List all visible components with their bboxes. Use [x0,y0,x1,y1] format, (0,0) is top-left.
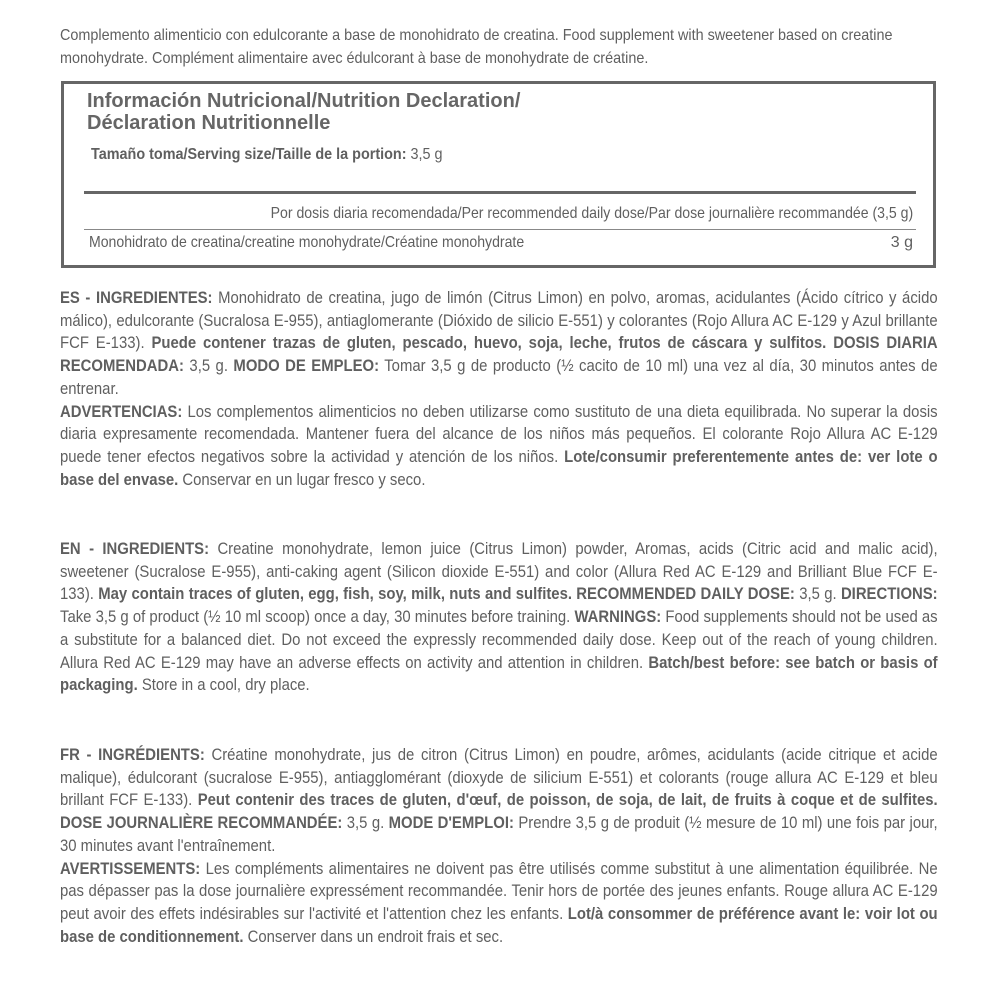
en-directions: Take 3,5 g of product (½ 10 ml scoop) once a day, 30 minutes before training. [60,607,575,627]
fr-warnings: Les compléments alimentaires ne doivent pas être utilisés comme substitut à une alimentation équilibrée. Ne pas dépasser pas la dose journalière expressément recommandée. Tenir hors de portée des jeunes enfants. Rouge allura AC E-129 peut avoir des effets indésirables sur l'activité et l'attention chez les enfants. [60,858,938,923]
serving-size-value: 3,5 g [406,146,443,163]
section-es [60,287,938,491]
nutrient-amount: 3 g [890,234,913,251]
es-batch: Lote/consumir preferentemente antes de: ver lote o base del envase. [60,446,938,489]
en-directions-heading: DIRECTIONS: [840,584,938,604]
divider-thin [84,229,916,230]
product-description: Complemento alimenticio con edulcorante a base de monohidrato de creatina. Food supplement with sweetener based on creatine monohydrate. Complément alimentaire avec édulcorant à base de monohydrate de créatine. [60,27,893,67]
es-use-heading: MODO DE EMPLEO: [233,356,380,376]
en-dose: 3,5 g. [794,584,841,604]
en-batch: Batch/best before: see batch or basis of packaging. [60,652,938,695]
fr-use-heading: MODE D'EMPLOI: [388,813,514,833]
fr-traces: Peut contenir des traces de gluten, d'œuf, de poisson, de soja, de lait, de fruits à coque et de sulfites. [197,790,938,810]
es-ingredients: Monohidrato de creatina, jugo de limón (Citrus Limon) en polvo, aromas, acidulantes (Ácido cítrico y ácido málico), edulcorante (Sucralosa E-955), antiaglomerante (Dióxido de silicio E-551) y colorantes (Rojo Allura AC E-129 y Azul brillante FCF E-133). [60,288,938,353]
es-use: Tomar 3,5 g de producto (½ cacito de 10 ml) una vez al día, 30 minutos antes de entrenar. [60,356,938,398]
es-ingredients-heading: ES - INGREDIENTES: [60,288,213,307]
en-storage: Store in a cool, dry place. [137,675,310,695]
fr-dose: 3,5 g. [342,813,389,833]
nutrition-title [87,90,520,134]
nutrient-name: Monohidrato de creatina/creatine monohydrate/Créatine monohydrate [89,234,525,251]
serving-size-label: Tamaño toma/Serving size/Taille de la portion: [91,146,407,163]
divider-thick [84,191,916,194]
en-ingredients: Creatine monohydrate, lemon juice (Citrus Limon) powder, Aromas, acids (Citric acid and malic acid), sweetener (Sucralose E-955), anti-caking agent (Silicon dioxide E-551) and color (Allura Red AC E-129 and Brilliant Blue FCF E-133). [60,539,938,604]
nutrition-title-line2: Déclaration Nutritionnelle [87,112,331,134]
es-warnings-heading: ADVERTENCIAS: [60,401,183,421]
fr-warnings-heading: AVERTISSEMENTS: [60,858,201,878]
section-fr [60,744,938,948]
fr-ingredients: Créatine monohydrate, jus de citron (Citrus Limon) en poudre, arômes, acidulants (acide citrique et acide malique), édulcorant (sucralose E-955), antiagglomérant (dioxyde de silicium E-551) et colorants (rouge allura AC E-129 et bleu brillant FCF E-133). [60,745,938,810]
es-storage: Conservar en un lugar fresco y seco. [178,469,426,489]
en-traces: May contain traces of gluten, egg, fish, soy, milk, nuts and sulfites. [98,584,572,604]
es-warnings: Los complementos alimenticios no deben utilizarse como sustituto de una dieta equilibrada. No superar la dosis diaria expresamente recomendada. Mantener fuera del alcance de los niños más pequeños. El colorante Rojo Allura AC E-129 puede tener efectos negativos sobre la actividad y atención de los niños. [60,401,938,466]
serving-size [91,146,443,164]
fr-storage: Conserver dans un endroit frais et sec. [243,926,504,946]
fr-batch: Lot/à consommer de préférence avant le: voir lot ou base de conditionnement. [60,903,938,946]
es-dose-heading: DOSIS DIARIA RECOMENDADA: [60,333,938,376]
en-warnings-heading: WARNINGS: [574,607,662,627]
nutrition-panel [61,81,936,268]
fr-ingredients-heading: FR - INGRÉDIENTS: [60,745,205,764]
fr-dose-heading: DOSE JOURNALIÈRE RECOMMANDÉE: [60,813,343,833]
en-ingredients-heading: EN - INGREDIENTS: [60,539,210,558]
fr-use: Prendre 3,5 g de produit (½ mesure de 10 ml) une fois par jour, 30 minutes avant l'entraînement. [60,813,938,855]
section-en [60,538,938,697]
nutrition-title-line1: Información Nutricional/Nutrition Declaration/ [87,90,521,112]
en-warnings: Food supplements should not be used as a substitute for a balanced diet. Do not exceed the expressly recommended daily dose. Keep out of the reach of young children. Allura Red AC E-129 may have an adverse effects on activity and attention in children. [60,607,938,672]
per-dose-header: Por dosis diaria recomendada/Per recommended daily dose/Par dose journalière recommandée (3,5 g) [270,205,913,222]
es-dose: 3,5 g. [183,356,234,376]
es-traces: Puede contener trazas de gluten, pescado, huevo, soja, leche, frutos de cáscara y sulfitos. [151,333,827,353]
en-dose-heading: RECOMMENDED DAILY DOSE: [571,584,795,604]
